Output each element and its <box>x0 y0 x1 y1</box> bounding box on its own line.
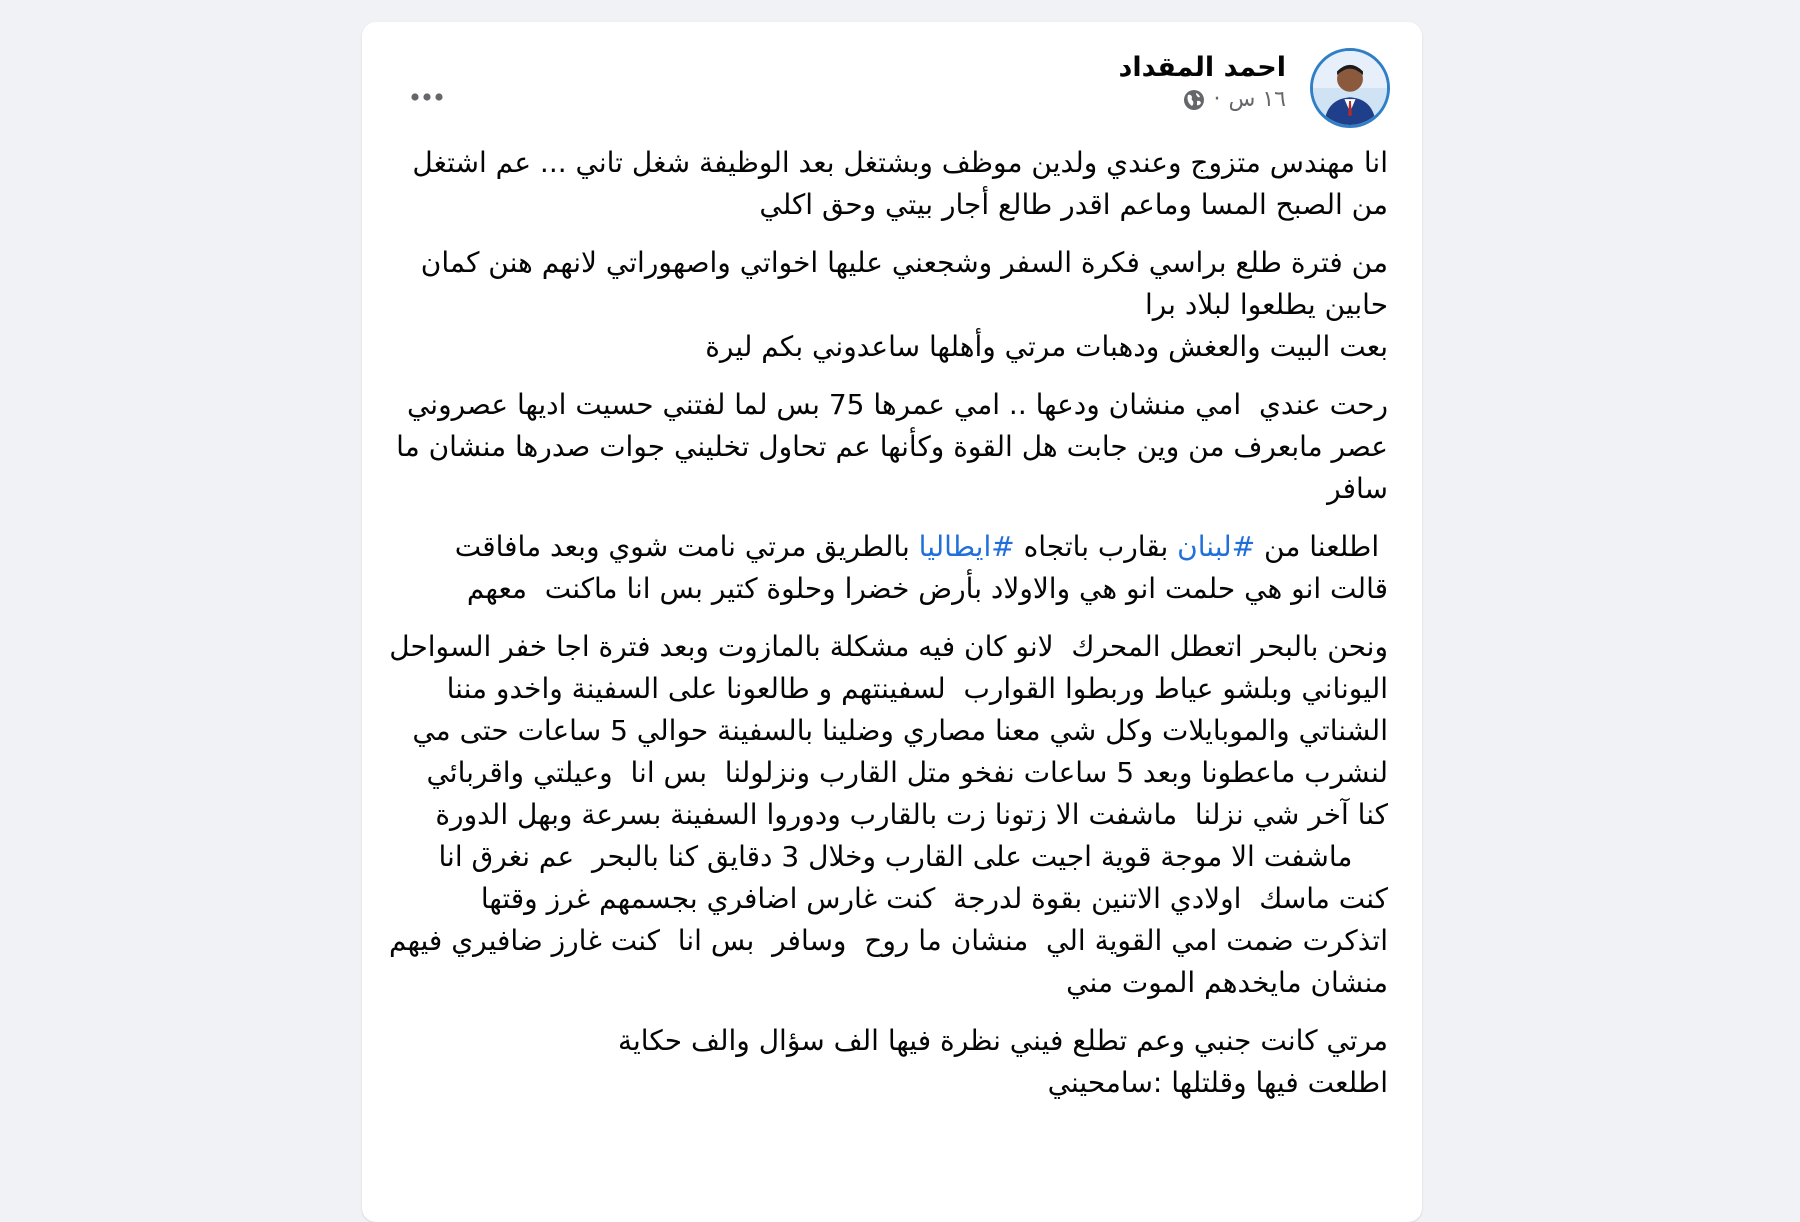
author-block <box>1119 50 1286 112</box>
post-card <box>362 22 1422 1222</box>
post-paragraph-5: ونحن بالبحر اتعطل المحرك لانو كان فيه مشكلة بالمازوت وبعد فترة اجا خفر السواحل اليوناني وبلشو عياط وربطوا القوارب لسفينتهم و طالعونا على السفينة واخدو مننا الشناتي والموبايلات وكل شي معنا مصاري وضلينا بالسفينة حوالي 5 ساعات حتى مي لنشرب ماعطونا وبعد 5 ساعات نفخو متل القارب ونزلولنا بس انا وعيلتي واقربائي كنا آخر شي نزلنا ماشفت الا زتونا زت بالقارب ودوروا السفينة بسرعة وبهل الدورة ماشفت الا موجة قوية اجيت على القارب وخلال 3 دقايق كنا بالبحر عم نغرق انا كنت ماسك اولادي الاتنين بقوة لدرجة كنت غارس اضافري بجسمهم غرز وقتها اتذكرت ضمت امي القوية الي منشان ما روح وسافر بس انا كنت غارز ضافيري فيهم منشان مايخدهم الموت مني <box>388 630 1388 999</box>
post-header <box>362 22 1422 142</box>
author-avatar[interactable] <box>1310 48 1390 128</box>
post-paragraph-3: رحت عندي امي منشان ودعها .. امي عمرها 75 بس لما لفتني حسيت اديها عصروني عصر مابعرف من وين جابت هل القوة وكأنها عم تحاول تخليني جوات صدرها منشان ما سافر <box>387 388 1388 505</box>
post-time[interactable]: ١٦ س <box>1228 87 1286 113</box>
avatar-image <box>1313 51 1387 125</box>
more-options-button[interactable] <box>402 82 452 112</box>
hashtag-italy[interactable]: #ايطاليا <box>918 530 1015 563</box>
globe-icon[interactable] <box>1182 88 1206 112</box>
author-name[interactable]: احمد المقداد <box>1118 52 1286 83</box>
post-paragraph-2: من فترة طلع براسي فكرة السفر وشجعني عليها اخواتي واصهوراتي لانهم هنن كمان حابين يطلعوا لبلاد برا بعت البيت والعغش ودهبات مرتي وأهلها ساعدوني بكم ليرة <box>420 246 1388 363</box>
paragraph-4-text-2: بقارب باتجاه <box>1014 530 1178 563</box>
meta-separator: · <box>1213 87 1221 113</box>
more-horizontal-icon <box>407 91 447 103</box>
post-paragraph-1: انا مهندس متزوج وعندي ولدين موظف وبشتغل بعد الوظيفة شغل تاني ... عم اشتغل من الصبح المسا وماعم اقدر طالع أجار بيتي وحق اكلي <box>403 146 1388 221</box>
post-body <box>362 142 1422 1104</box>
post-paragraph-4 <box>388 526 1388 610</box>
paragraph-4-text-1: اطلعنا من <box>1255 530 1388 563</box>
post-meta <box>1119 87 1286 112</box>
hashtag-lebanon[interactable]: #لبنان <box>1177 530 1256 563</box>
post-paragraph-6: مرتي كانت جنبي وعم تطلع فيني نظرة فيها الف سؤال والف حكاية اطلعت فيها وقلتلها :سامحيني <box>617 1024 1388 1099</box>
paragraph-4-text-3: بالطريق مرتي نامت شوي وبعد مافاقت قالت انو هي حلمت انو هي والاولاد بأرض خضرا وحلوة كتير بس انا ماكنت معهم <box>445 530 1388 605</box>
